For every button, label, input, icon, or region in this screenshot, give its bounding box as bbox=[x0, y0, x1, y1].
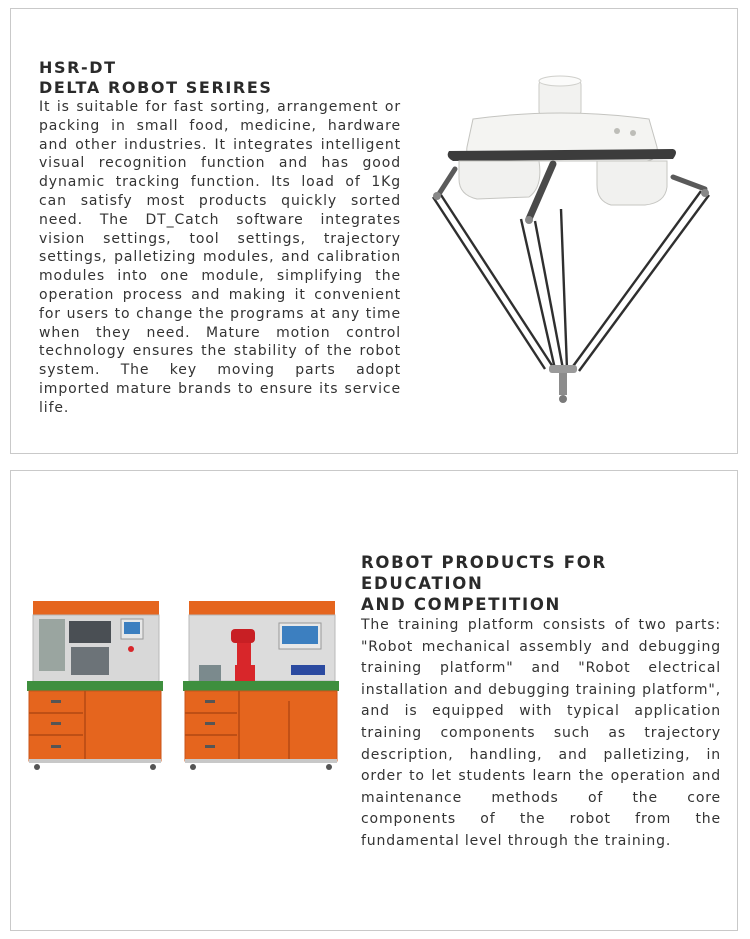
robot-motor-housing-left bbox=[459, 161, 540, 199]
monitor-display bbox=[124, 622, 140, 634]
drawer-handle bbox=[51, 745, 61, 748]
education-title-line1: ROBOT PRODUCTS FOR EDUCATION bbox=[361, 553, 607, 593]
station-header-panel bbox=[33, 601, 159, 615]
emergency-stop-button bbox=[128, 646, 134, 652]
control-panel bbox=[69, 621, 111, 643]
robot-upper-arm bbox=[673, 177, 705, 189]
drawer-handle bbox=[51, 722, 61, 725]
monitor-display bbox=[282, 626, 318, 644]
station-worktop bbox=[27, 681, 163, 691]
robot-parallel-rods bbox=[433, 191, 709, 371]
training-station-right bbox=[183, 601, 339, 770]
electrical-panel bbox=[39, 619, 65, 671]
delta-robot-text-block bbox=[39, 58, 401, 418]
parts-tray bbox=[291, 665, 325, 675]
caster-wheel bbox=[326, 764, 332, 770]
training-platform-image bbox=[23, 595, 343, 795]
conveyor-module bbox=[199, 665, 221, 681]
delta-robot-card bbox=[10, 8, 738, 454]
station-cabinet bbox=[29, 691, 161, 761]
station-header-panel bbox=[189, 601, 335, 615]
caster-wheel bbox=[190, 764, 196, 770]
housing-bolt bbox=[614, 128, 620, 134]
delta-robot-model-title: HSR-DT bbox=[39, 58, 117, 77]
robot-upper-arm bbox=[437, 169, 455, 197]
housing-bolt bbox=[630, 130, 636, 136]
drawer-handle bbox=[51, 700, 61, 703]
delta-robot-image bbox=[421, 69, 711, 419]
delta-robot-description: It is suitable for fast sorting, arrangement or packing in small food, medicine, hardware and other industries. It integrates intelligent visual recognition function and has good dynamic tracking function. Its load of 1Kg can satisfy most products quickly sorted need. The DT_Catch software integrates vision settings, tool settings, trajectory settings, palletizing modules, and calibration modules into one module, simplifying the operation process and making it convenient for users to change the programs at any time when they need. Mature motion control technology ensures the stability of the robot system. The key moving parts adopt imported mature brands to ensure its service life. bbox=[39, 99, 401, 416]
station-worktop bbox=[183, 681, 339, 691]
education-title-line2: AND COMPETITION bbox=[361, 595, 562, 614]
industrial-robot-arm bbox=[231, 629, 255, 643]
drawer-handle bbox=[205, 745, 215, 748]
industrial-robot-arm bbox=[237, 639, 251, 667]
education-text-block bbox=[361, 552, 721, 853]
robot-tool-tip bbox=[559, 395, 567, 403]
robot-end-effector bbox=[559, 373, 567, 395]
training-station-left bbox=[27, 601, 163, 770]
industrial-robot-base bbox=[235, 665, 255, 683]
education-description: The training platform consists of two parts: "Robot mechanical assembly and debugging training platform" and "Robot electrical installation and debugging training platform", and is equipped with typical application training components such as trajectory description, handling, and palletizing, in order to let students learn the operation and maintenance methods of the core components of the robot from the fundamental level through the training. bbox=[361, 617, 721, 849]
robot-base-plate bbox=[448, 149, 676, 161]
robot-motor-housing-right bbox=[597, 161, 667, 205]
caster-wheel bbox=[150, 764, 156, 770]
robot-end-platform bbox=[549, 365, 577, 373]
control-panel bbox=[71, 647, 109, 675]
robot-joint bbox=[701, 189, 709, 197]
robot-joint bbox=[525, 216, 533, 224]
drawer-handle bbox=[205, 722, 215, 725]
caster-wheel bbox=[34, 764, 40, 770]
education-card bbox=[10, 470, 738, 931]
robot-cylinder-cap bbox=[539, 76, 581, 86]
robot-joint bbox=[433, 192, 441, 200]
delta-robot-series-title: DELTA ROBOT SERIRES bbox=[39, 78, 273, 97]
drawer-handle bbox=[205, 700, 215, 703]
